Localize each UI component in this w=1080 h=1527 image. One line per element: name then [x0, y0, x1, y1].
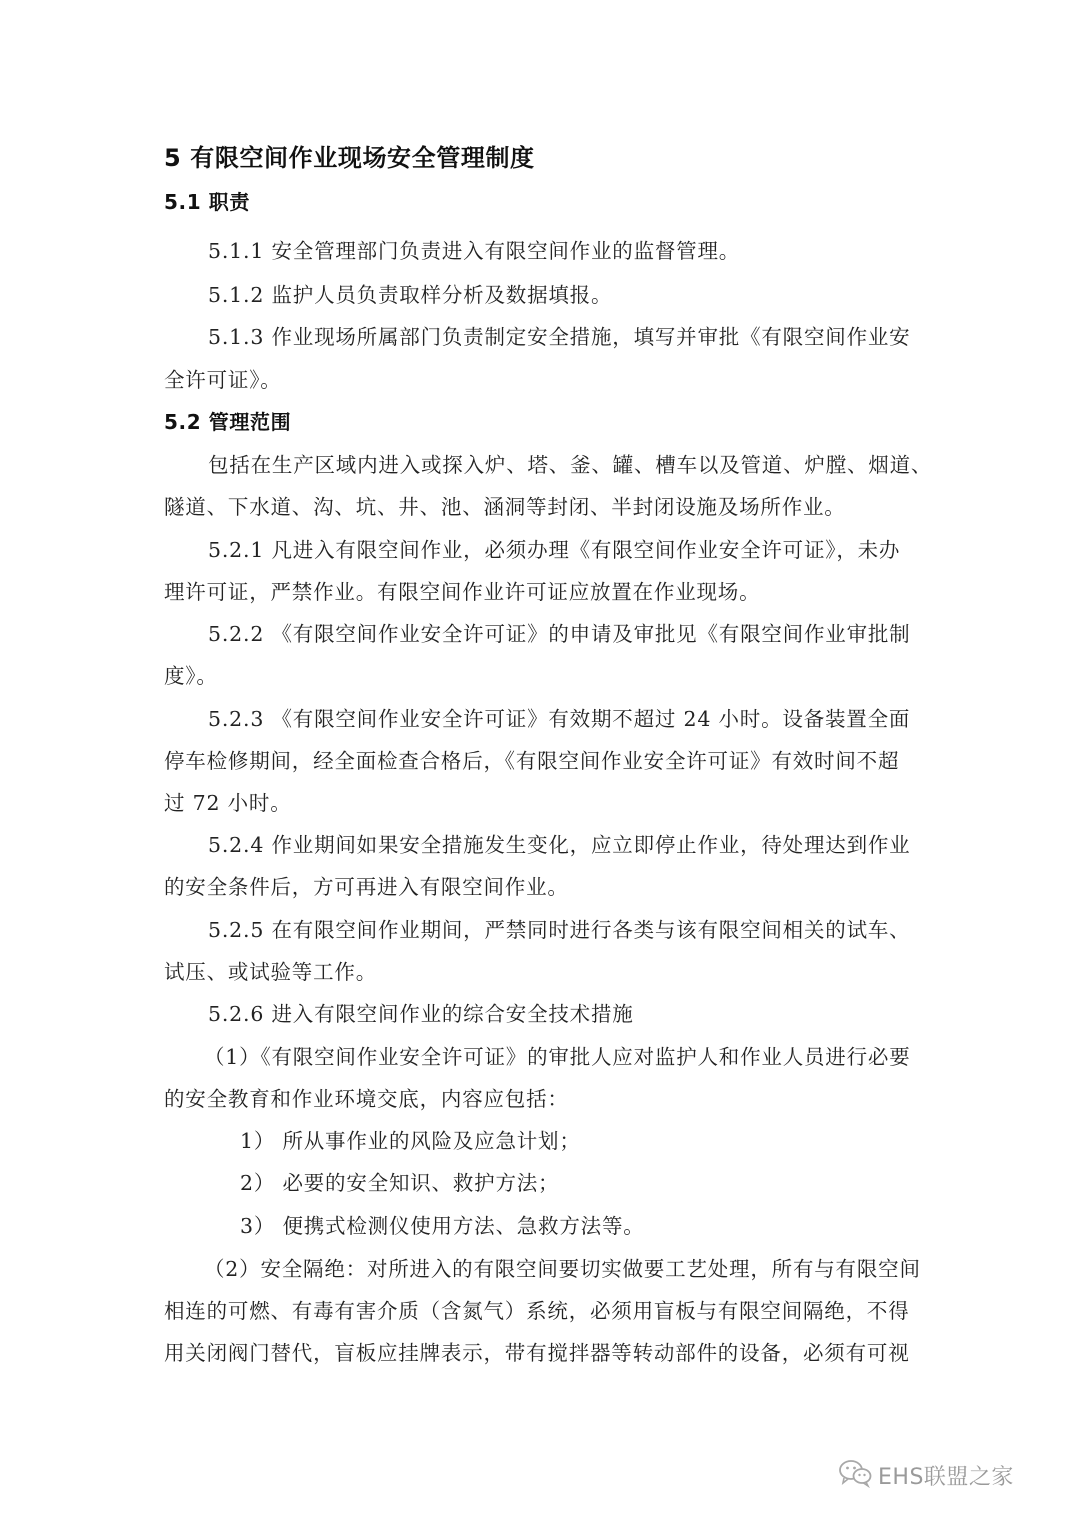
paragraph-line: 5.2.4 作业期间如果安全措施发生变化，应立即停止作业，待处理达到作业 [208, 833, 911, 857]
paragraph-line: 的安全条件后，方可再进入有限空间作业。 [164, 875, 569, 899]
paragraph-line: （1）《有限空间作业安全许可证》的审批人应对监护人和作业人员进行必要 [204, 1045, 911, 1069]
wechat-icon [838, 1458, 872, 1492]
paragraph-line: 用关闭阀门替代，盲板应挂牌表示，带有搅拌器等转动部件的设备，必须有可视 [164, 1341, 910, 1365]
list-item: 2） 必要的安全知识、救护方法； [240, 1171, 560, 1195]
section-title: 5 有限空间作业现场安全管理制度 [164, 144, 535, 172]
paragraph-line: 5.2.3 《有限空间作业安全许可证》有效期不超过 24 小时。设备装置全面 [208, 707, 911, 731]
paragraph-line: 度》。 [164, 664, 218, 688]
watermark [838, 1458, 1014, 1492]
paragraph-line: 的安全教育和作业环境交底，内容应包括： [164, 1087, 569, 1111]
paragraph-line: 停车检修期间，经全面检查合格后，《有限空间作业安全许可证》有效时间不超 [164, 749, 900, 773]
paragraph-line: 5.1.1 安全管理部门负责进入有限空间作业的监督管理。 [208, 239, 741, 263]
watermark-text: EHS联盟之家 [878, 1464, 1014, 1490]
paragraph-line: 5.2.2 《有限空间作业安全许可证》的申请及审批见《有限空间作业审批制 [208, 622, 911, 646]
paragraph-line: 理许可证，严禁作业。有限空间作业许可证应放置在作业现场。 [164, 580, 761, 604]
paragraph-line: 全许可证》。 [164, 368, 282, 392]
paragraph-line: 试压、或试验等工作。 [164, 960, 377, 984]
list-item: 1） 所从事作业的风险及应急计划； [240, 1129, 581, 1153]
paragraph-line: 隧道、下水道、沟、坑、井、池、涵洞等封闭、半封闭设施及场所作业。 [164, 495, 846, 519]
paragraph-line: 相连的可燃、有毒有害介质（含氮气）系统，必须用盲板与有限空间隔绝，不得 [164, 1299, 910, 1323]
paragraph-line: 包括在生产区域内进入或探入炉、塔、釜、罐、槽车以及管道、炉膛、烟道、 [208, 453, 933, 477]
subsection-heading-5-1: 5.1 职责 [164, 190, 250, 214]
paragraph-line: 5.2.5 在有限空间作业期间，严禁同时进行各类与该有限空间相关的试车、 [208, 918, 911, 942]
paragraph-line: 5.2.6 进入有限空间作业的综合安全技术措施 [208, 1002, 634, 1026]
paragraph-line: 5.1.3 作业现场所属部门负责制定安全措施，填写并审批《有限空间作业安 [208, 325, 911, 349]
paragraph-line: 5.2.1 凡进入有限空间作业，必须办理《有限空间作业安全许可证》，未办 [208, 538, 901, 562]
list-item: 3） 便携式检测仪使用方法、急救方法等。 [240, 1214, 645, 1238]
paragraph-line: 5.1.2 监护人员负责取样分析及数据填报。 [208, 283, 613, 307]
paragraph-line: （2）安全隔绝：对所进入的有限空间要切实做要工艺处理，所有与有限空间 [204, 1257, 921, 1281]
paragraph-line: 过 72 小时。 [164, 791, 292, 815]
subsection-heading-5-2: 5.2 管理范围 [164, 410, 292, 434]
